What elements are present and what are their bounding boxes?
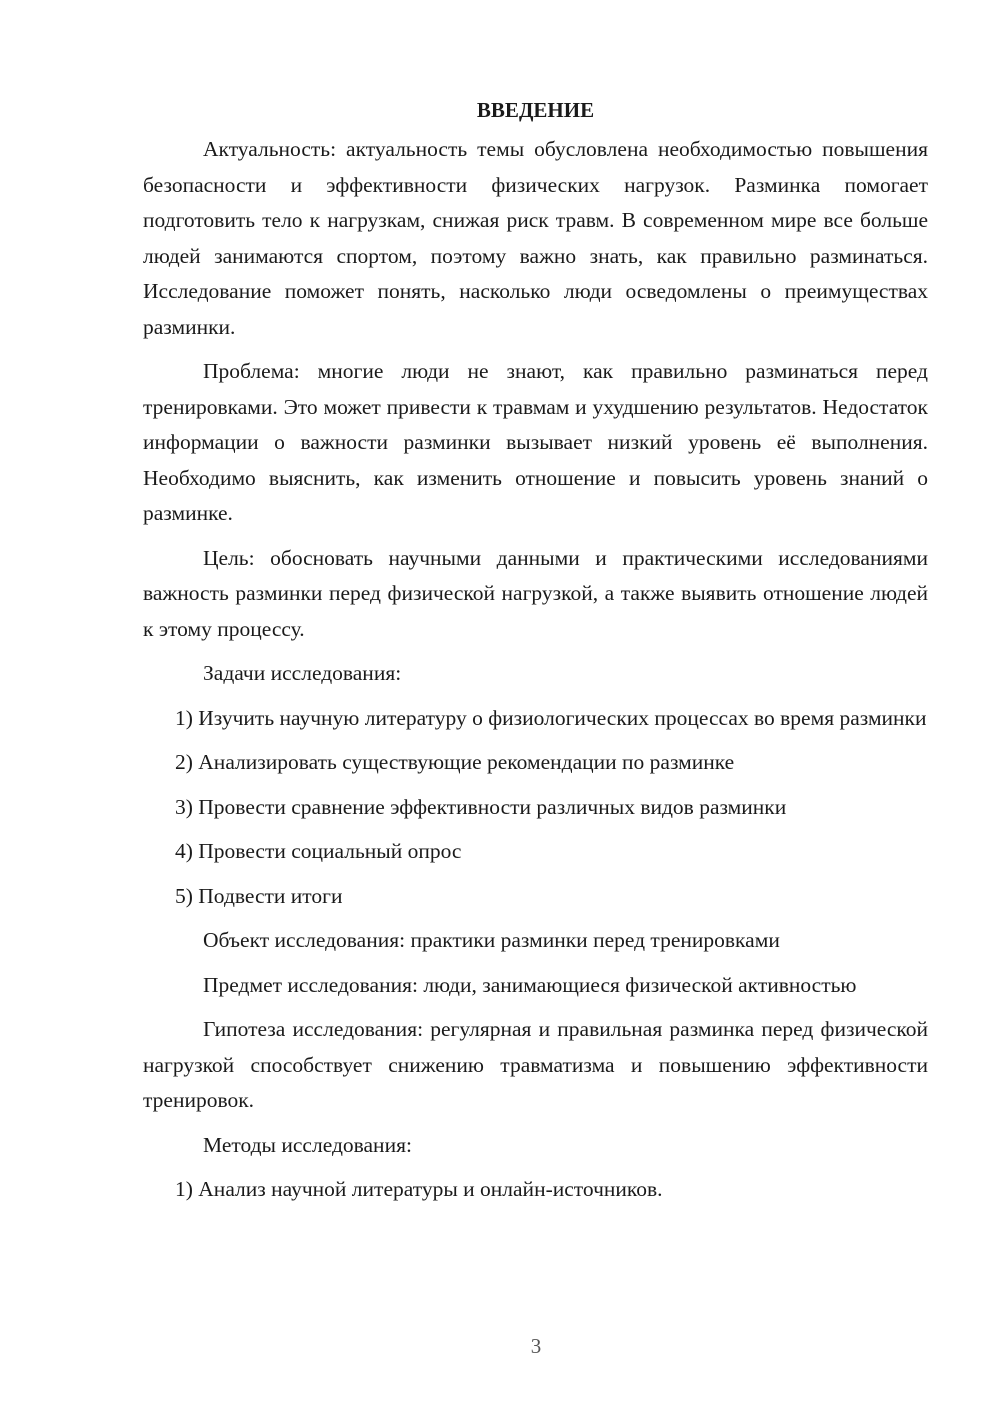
task-item: 2) Анализировать существующие рекомендации по разминке [175,750,735,774]
task-item: 5) Подвести итоги [175,883,343,908]
section-title: ВВЕДЕНИЕ [476,98,595,122]
task-item: 1) Изучить научную литературу о физиологических процессах во время разминки [175,705,927,730]
task-item: 4) Провести социальный опрос [175,839,462,863]
hypothesis-paragraph: Гипотеза исследования: регулярная и правильная разминка перед физической нагрузкой способствует снижению травматизма и повышению эффективности тренировок. [143,1017,928,1112]
task-item: 3) Провести сравнение эффективности различных видов разминки [175,794,787,819]
method-item: 1) Анализ научной литературы и онлайн-источников. [175,1177,663,1201]
goal-paragraph: Цель: обосновать научными данными и практическими исследованиями важность разминки перед физической нагрузкой, а также выявить отношение людей к этому процессу. [143,545,928,641]
relevance-paragraph: Актуальность: актуальность темы обусловлена необходимостью повышения безопасности и эффективности физических нагрузок. Разминка помогает подготовить тело к нагрузкам, снижая риск травм. В современном мире все больше людей занимаются спортом, поэтому важно знать, как правильно разминаться. Исследование поможет понять, насколько люди осведомлены о преимуществах разминки. [143,137,928,339]
document-page [143,92,928,1217]
methods-heading: Методы исследования: [203,1132,412,1157]
object-paragraph: Объект исследования: практики разминки перед тренировками [203,928,780,952]
page-number: 3 [530,1334,542,1358]
subject-paragraph: Предмет исследования: люди, занимающиеся физической активностью [203,972,857,997]
tasks-heading: Задачи исследования: [203,661,402,685]
problem-paragraph: Проблема: многие люди не знают, как правильно разминаться перед тренировками. Это может привести к травмам и ухудшению результатов. Недостаток информации о важности разминки вызывает низкий уровень её выполнения. Необходимо выяснить, как изменить отношение и повысить уровень знаний о разминке. [143,359,928,525]
